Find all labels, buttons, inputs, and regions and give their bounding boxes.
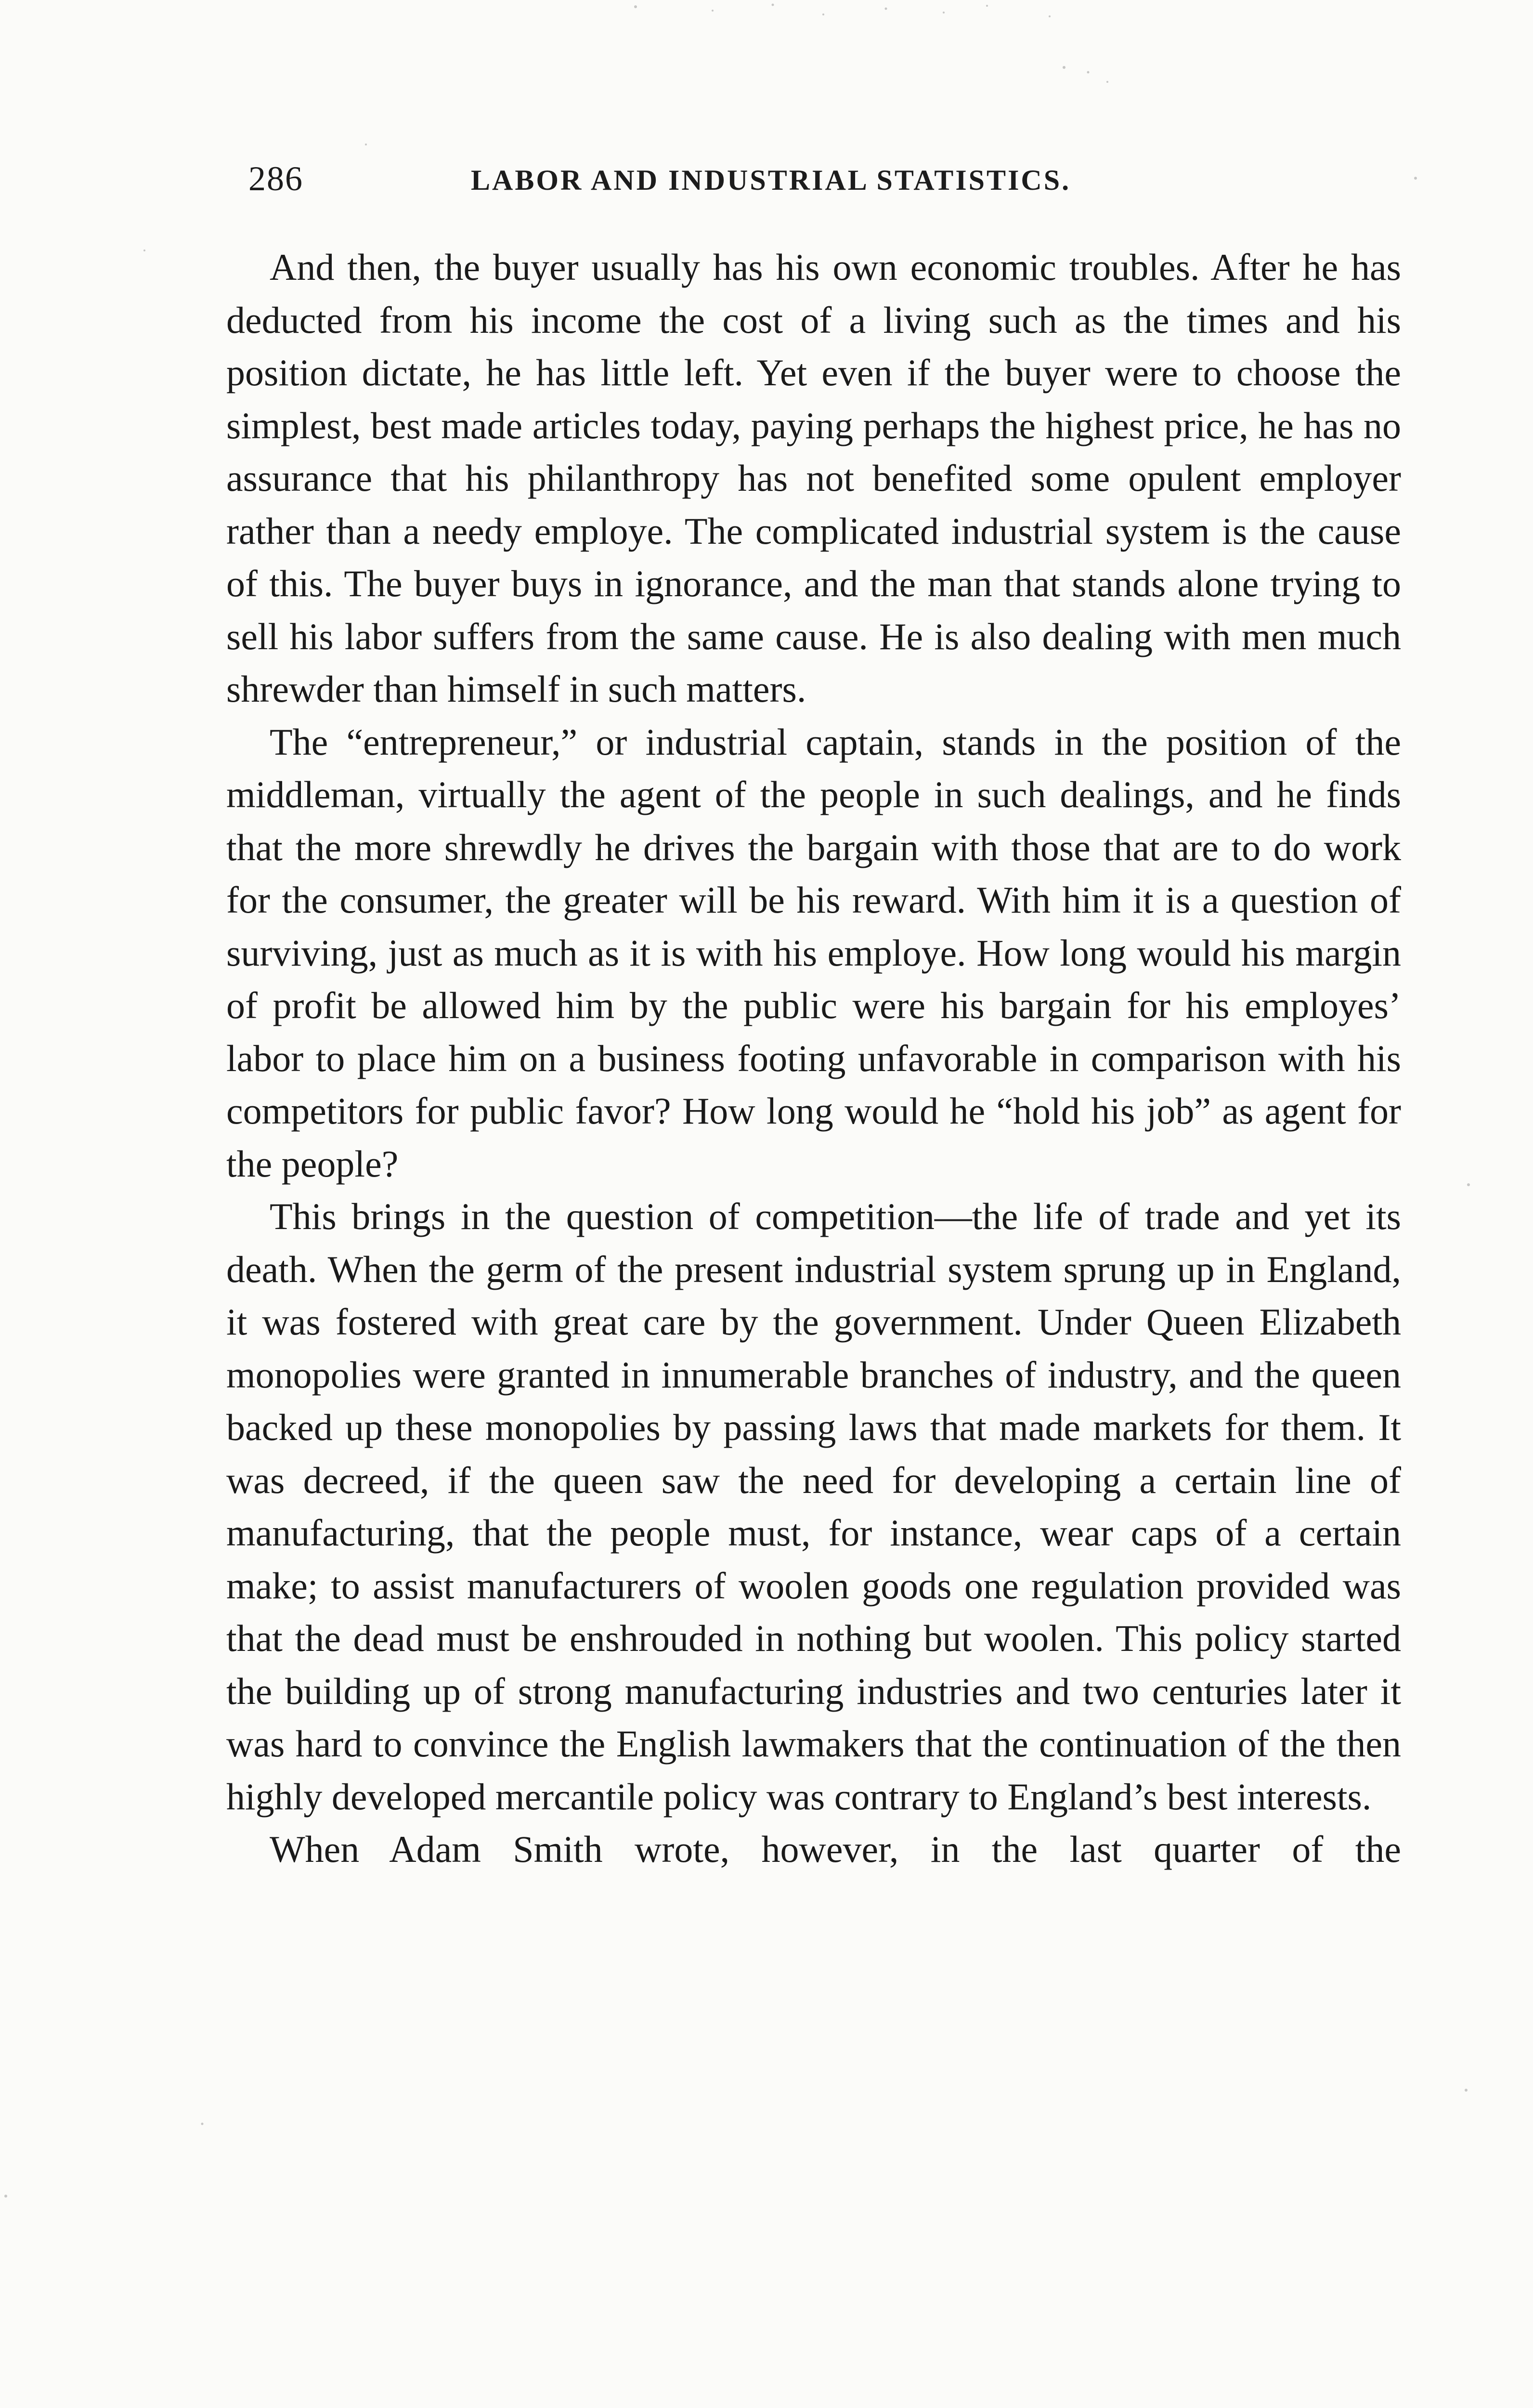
- paragraph: The “entrepreneur,” or industrial captain, stands in the position of the middleman, virtually the agent of the people in such dealings, and he finds that the more shrewdly he drives the bargain with those that are to do work for the consumer, the greater will be his reward. With him it is a question of surviving, just as much as it is with his employe. How long would his margin of profit be allowed him by the public were his bargain for his employes’ labor to place him on a business footing unfavorable in comparison with his competitors for public favor? How long would he “hold his job” as agent for the people?: [226, 720, 1401, 1185]
- body-text: [226, 241, 1401, 1876]
- running-head: LABOR AND INDUSTRIAL STATISTICS.: [471, 164, 1071, 196]
- page-header: [248, 159, 1452, 202]
- paragraph: This brings in the question of competition—the life of trade and yet its death. When the germ of the present industrial system sprung up in England, it was fostered with great care by the government. Under Queen Elizabeth monopolies were granted in innumerable branches of industry, and the queen backed up these monopolies by passing laws that made markets for them. It was decreed, if the queen saw the need for developing a certain line of manufacturing, that the people must, for instance, wear caps of a certain make; to assist manufacturers of woolen goods one regulation provided was that the dead must be enshrouded in nothing but woolen. This policy started the building up of strong manufacturing industries and two centuries later it was hard to convince the English lawmakers that the continuation of the then highly developed mercantile policy was contrary to England’s best interests.: [226, 1195, 1401, 1818]
- paragraph: And then, the buyer usually has his own economic troubles. After he has deducted from his income the cost of a living such as the times and his position dictate, he has little left. Yet even if the buyer were to choose the simplest, best made articles today, paying perhaps the highest price, he has no assurance that his philanthropy has not benefited some opulent employer rather than a needy employe. The complicated industrial system is the cause of this. The buyer buys in ignorance, and the man that stands alone trying to sell his labor suffers from the same cause. He is also dealing with men much shrewder than himself in such matters.: [226, 246, 1401, 710]
- paragraph: When Adam Smith wrote, however, in the last quarter of the: [270, 1828, 1401, 1870]
- page-number: 286: [248, 159, 303, 198]
